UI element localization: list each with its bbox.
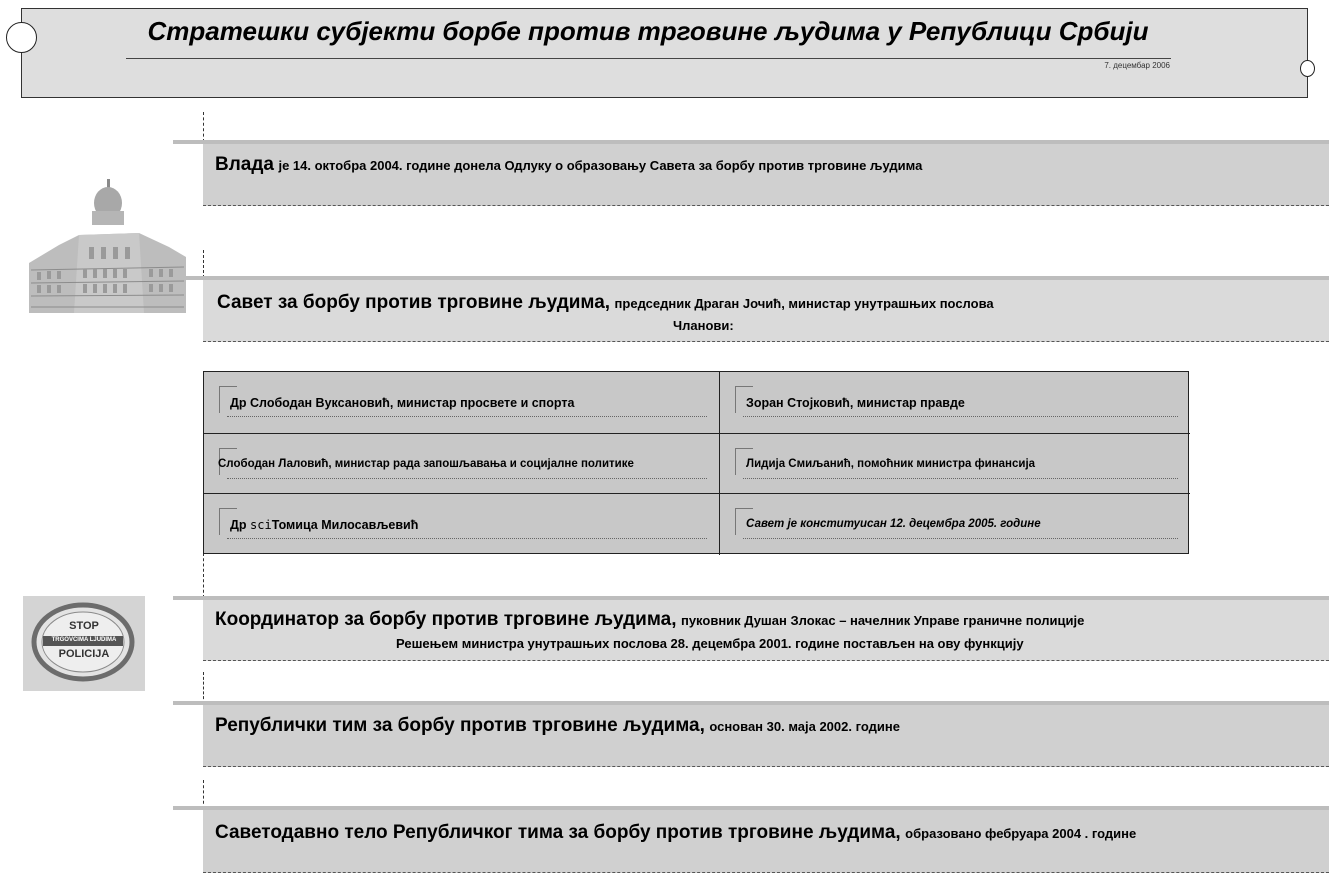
government-building-image xyxy=(19,175,186,313)
government-title: Влада xyxy=(215,154,274,175)
council-title: Савет за борбу против трговине људима, xyxy=(217,292,611,313)
government-band xyxy=(203,144,1329,206)
coordinator-title: Координатор за борбу против трговине људима, xyxy=(215,609,677,630)
team-band xyxy=(203,705,1329,767)
coordinator-appointment: Решењем министра унутрашњих послова 28. децембра 2001. године постављен на ову функцију xyxy=(396,636,1024,651)
member-cell: Др sciТомица Милосављевић xyxy=(204,494,719,555)
advisory-band xyxy=(203,810,1329,873)
team-founded: основан 30. маја 2002. године xyxy=(709,719,900,734)
coordinator-person: пуковник Душан Злокас – начелник Управе граничне полиције xyxy=(680,613,1085,628)
connector-line xyxy=(203,250,204,278)
members-grid xyxy=(203,371,1189,554)
advisory-title: Саветодавно тело Републичког тима за борбу против трговине људима, xyxy=(215,822,901,843)
binder-ring-left-icon xyxy=(6,22,37,53)
connector-line xyxy=(203,553,204,598)
council-president: председник Драган Јочић, министар унутрашњих послова xyxy=(614,296,994,311)
header-date: 7. децембар 2006 xyxy=(1104,61,1170,70)
coordinator-band xyxy=(203,600,1329,661)
council-band xyxy=(203,280,1329,342)
connector-line xyxy=(203,112,204,142)
government-text: је 14. октобра 2004. године донела Одлуку о образовању Савета за борбу против трговине људима xyxy=(278,158,923,173)
title-underline xyxy=(126,58,1171,59)
team-title: Републички тим за борбу против трговине људима, xyxy=(215,715,705,736)
member-cell: Лидија Смиљанић, помоћник министра финансија xyxy=(720,434,1190,493)
page-title: Стратешки субјекти борбе против трговине људима у Републици Србији xyxy=(147,16,1149,46)
binder-ring-right-icon xyxy=(1300,60,1315,77)
council-constituted-note: Савет је конституисан 12. децембра 2005. године xyxy=(720,494,1190,555)
member-cell: Др Слободан Вуксановић, министар просвете и спорта xyxy=(204,372,719,433)
member-cell: Слободан Лаловић, министар рада запошљавања и социјалне политике xyxy=(204,434,719,493)
member-cell: Зоран Стојковић, министар правде xyxy=(720,372,1190,433)
stop-trafficking-logo: STOP TRGOVCIMA LJUDIMA POLICIJA xyxy=(23,596,145,691)
council-members-label: Чланови: xyxy=(673,318,734,333)
connector-line xyxy=(203,672,204,704)
connector-line xyxy=(203,780,204,809)
advisory-founded: образовано фебруара 2004 . године xyxy=(905,826,1137,841)
